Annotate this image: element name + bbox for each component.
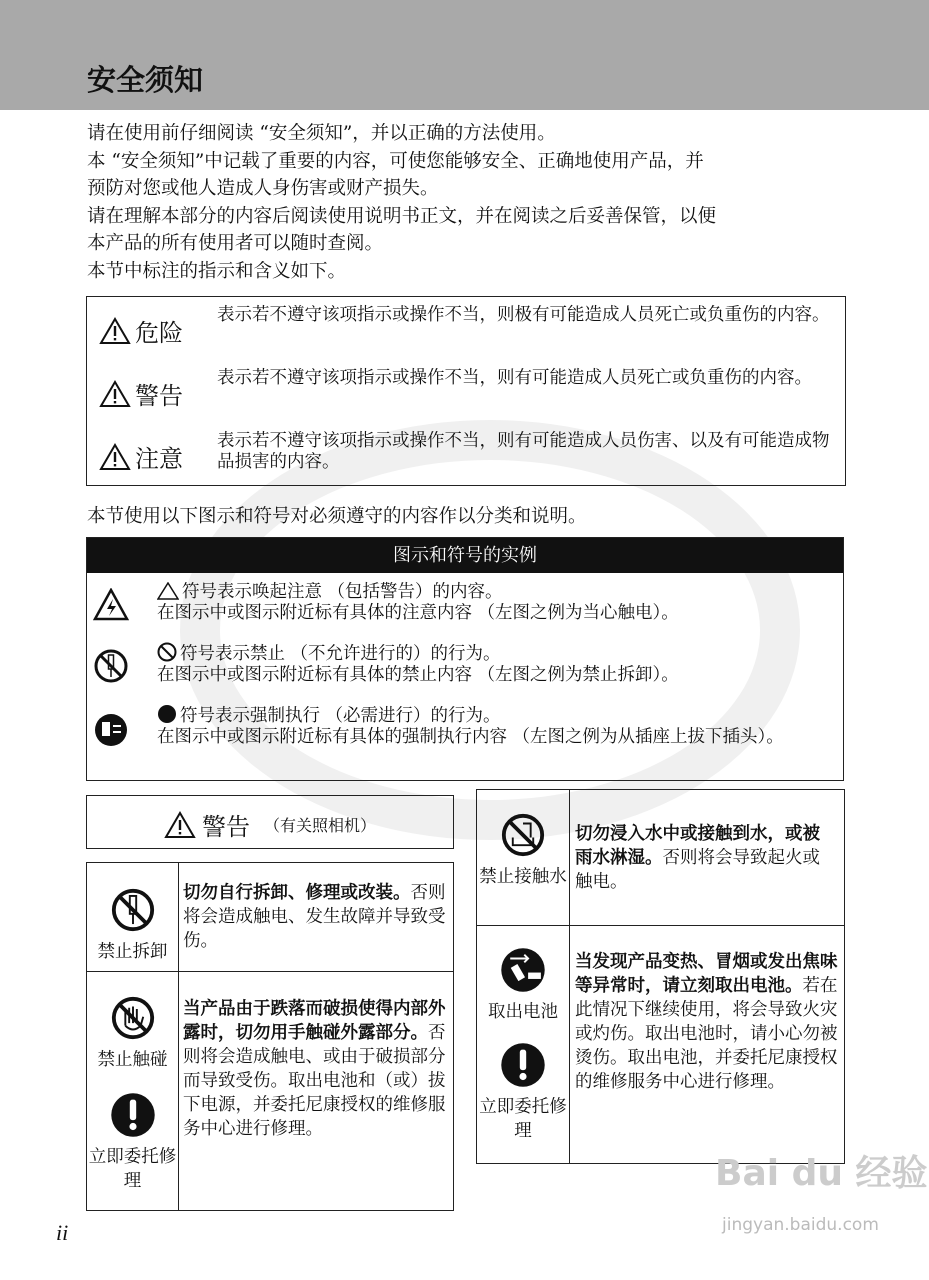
header-band	[0, 0, 929, 110]
warning-text	[575, 822, 837, 894]
warning-normal: 若在此情况下继续使用，将会导致火灾或灼伤。取出电池时，请小心勿被烫伤。取出电池，并委托尼康授权的维修服务中心进行修理。	[575, 976, 838, 1092]
no-touch-icon	[110, 995, 156, 1041]
examples-title: 图示和符号的实例	[87, 538, 843, 573]
signal-description: 表示若不遵守该项指示或操作不当，则极有可能造成人员死亡或负重伤的内容。	[217, 305, 830, 325]
warning-bold: 当发现产品变热、冒烟或发出焦味等异常时，请立刻取出电池。	[575, 952, 838, 996]
icon-label: 禁止触碰	[97, 1050, 168, 1070]
intro-line: 请在使用前仔细阅读 “安全须知”，并以正确的方法使用。	[87, 123, 556, 144]
usage-line: 本节使用以下图示和符号对必须遵守的内容作以分类和说明。	[87, 506, 587, 527]
signal-description: 表示若不遵守该项指示或操作不当，则有可能造成人员死亡或负重伤的内容。	[217, 368, 812, 388]
no-disassembly-icon	[93, 648, 129, 684]
icon-cell	[87, 971, 179, 1211]
warning-label: 警告	[201, 813, 250, 841]
warning-bold: 切勿自行拆卸、修理或改装。	[183, 883, 411, 903]
signal-row-danger	[87, 297, 845, 359]
warning-text	[183, 881, 449, 953]
icon-label: 立即委托修理	[479, 1097, 567, 1141]
intro-line: 本节中标注的指示和含义如下。	[87, 260, 347, 282]
example-line: 符号表示强制执行 （必需进行）的行为。	[180, 706, 501, 726]
no-water-icon	[500, 812, 546, 858]
no-disassembly-icon	[110, 887, 156, 933]
warning-text	[183, 997, 449, 1141]
warning-normal: 否则将会造成触电、发生故障并导致受伤。	[183, 883, 446, 951]
icon-label: 取出电池	[488, 1002, 558, 1022]
intro-line: 请在理解本部分的内容后阅读使用说明书正文，并在阅读之后妥善保管，以便	[87, 205, 717, 227]
page-title: 安全须知	[87, 63, 204, 97]
example-line: 在图示中或图示附近标有具体的注意内容 （左图之例为当心触电）。	[157, 603, 679, 623]
signal-description: 表示若不遵守该项指示或操作不当，则有可能造成人员伤害、以及有可能造成物品损害的内容。	[217, 431, 830, 472]
icon-label: 禁止接触水	[479, 867, 567, 887]
camera-warning-heading	[86, 795, 454, 849]
right-warning-table	[476, 789, 845, 1164]
left-warning-table	[86, 862, 454, 1211]
prohibition-icon	[157, 642, 177, 662]
symbol-examples-table	[86, 537, 844, 781]
baidu-watermark-url: jingyan.baidu.com	[722, 1215, 879, 1235]
warning-normal: 否则将会造成触电、或由于破损部分而导致受伤。取出电池和（或）拔下电源，并委托尼康授权的维修服务中心进行修理。	[183, 1023, 446, 1139]
warning-bold: 切勿浸入水中或接触到水，或被雨水淋湿。	[575, 824, 820, 868]
unplug-icon	[93, 712, 129, 748]
signal-label: 警告	[135, 382, 183, 410]
warning-triangle-icon	[99, 443, 131, 471]
warning-triangle-icon	[164, 811, 196, 839]
page-number: ii	[56, 1220, 69, 1245]
example-line: 符号表示唤起注意 （包括警告）的内容。	[182, 582, 503, 602]
electric-shock-icon	[93, 588, 129, 622]
warning-triangle-icon	[99, 380, 131, 408]
example-line: 在图示中或图示附近标有具体的强制执行内容 （左图之例为从插座上拔下插头）。	[157, 727, 784, 747]
example-line: 符号表示禁止 （不允许进行的）的行为。	[180, 644, 501, 664]
icon-cell	[477, 925, 570, 1163]
signal-words-box	[86, 296, 846, 486]
signal-row-caution	[87, 423, 845, 485]
icon-label: 立即委托修理	[88, 1147, 177, 1191]
warning-triangle-icon	[99, 317, 131, 345]
signal-row-warning	[87, 360, 845, 422]
icon-cell	[477, 790, 570, 925]
exclamation-icon	[110, 1092, 156, 1138]
exclamation-icon	[500, 1042, 546, 1088]
warning-subtitle: （有关照相机）	[263, 816, 376, 835]
signal-label: 注意	[135, 445, 183, 473]
example-line: 在图示中或图示附近标有具体的禁止内容 （左图之例为禁止拆卸）。	[157, 665, 679, 685]
warning-normal: 否则将会导致起火或触电。	[575, 848, 820, 892]
signal-label: 危险	[135, 319, 183, 347]
intro-line: 本 “安全须知”中记载了重要的内容，可使您能够安全、正确地使用产品，并	[87, 150, 704, 172]
warning-text	[575, 950, 841, 1094]
icon-cell	[87, 863, 179, 971]
intro-line: 本产品的所有使用者可以随时查阅。	[87, 233, 384, 255]
caution-triangle-icon	[157, 582, 179, 600]
icon-label: 禁止拆卸	[97, 942, 168, 962]
baidu-watermark: Bai du 经验	[715, 1153, 928, 1194]
mandatory-dot-icon	[157, 704, 177, 724]
remove-battery-icon	[500, 947, 546, 993]
intro-line: 预防对您或他人造成人身伤害或财产损失。	[87, 178, 439, 200]
warning-bold: 当产品由于跌落而破损使得内部外露时，切勿用手触碰外露部分。	[183, 999, 446, 1043]
intro-text	[87, 120, 847, 286]
